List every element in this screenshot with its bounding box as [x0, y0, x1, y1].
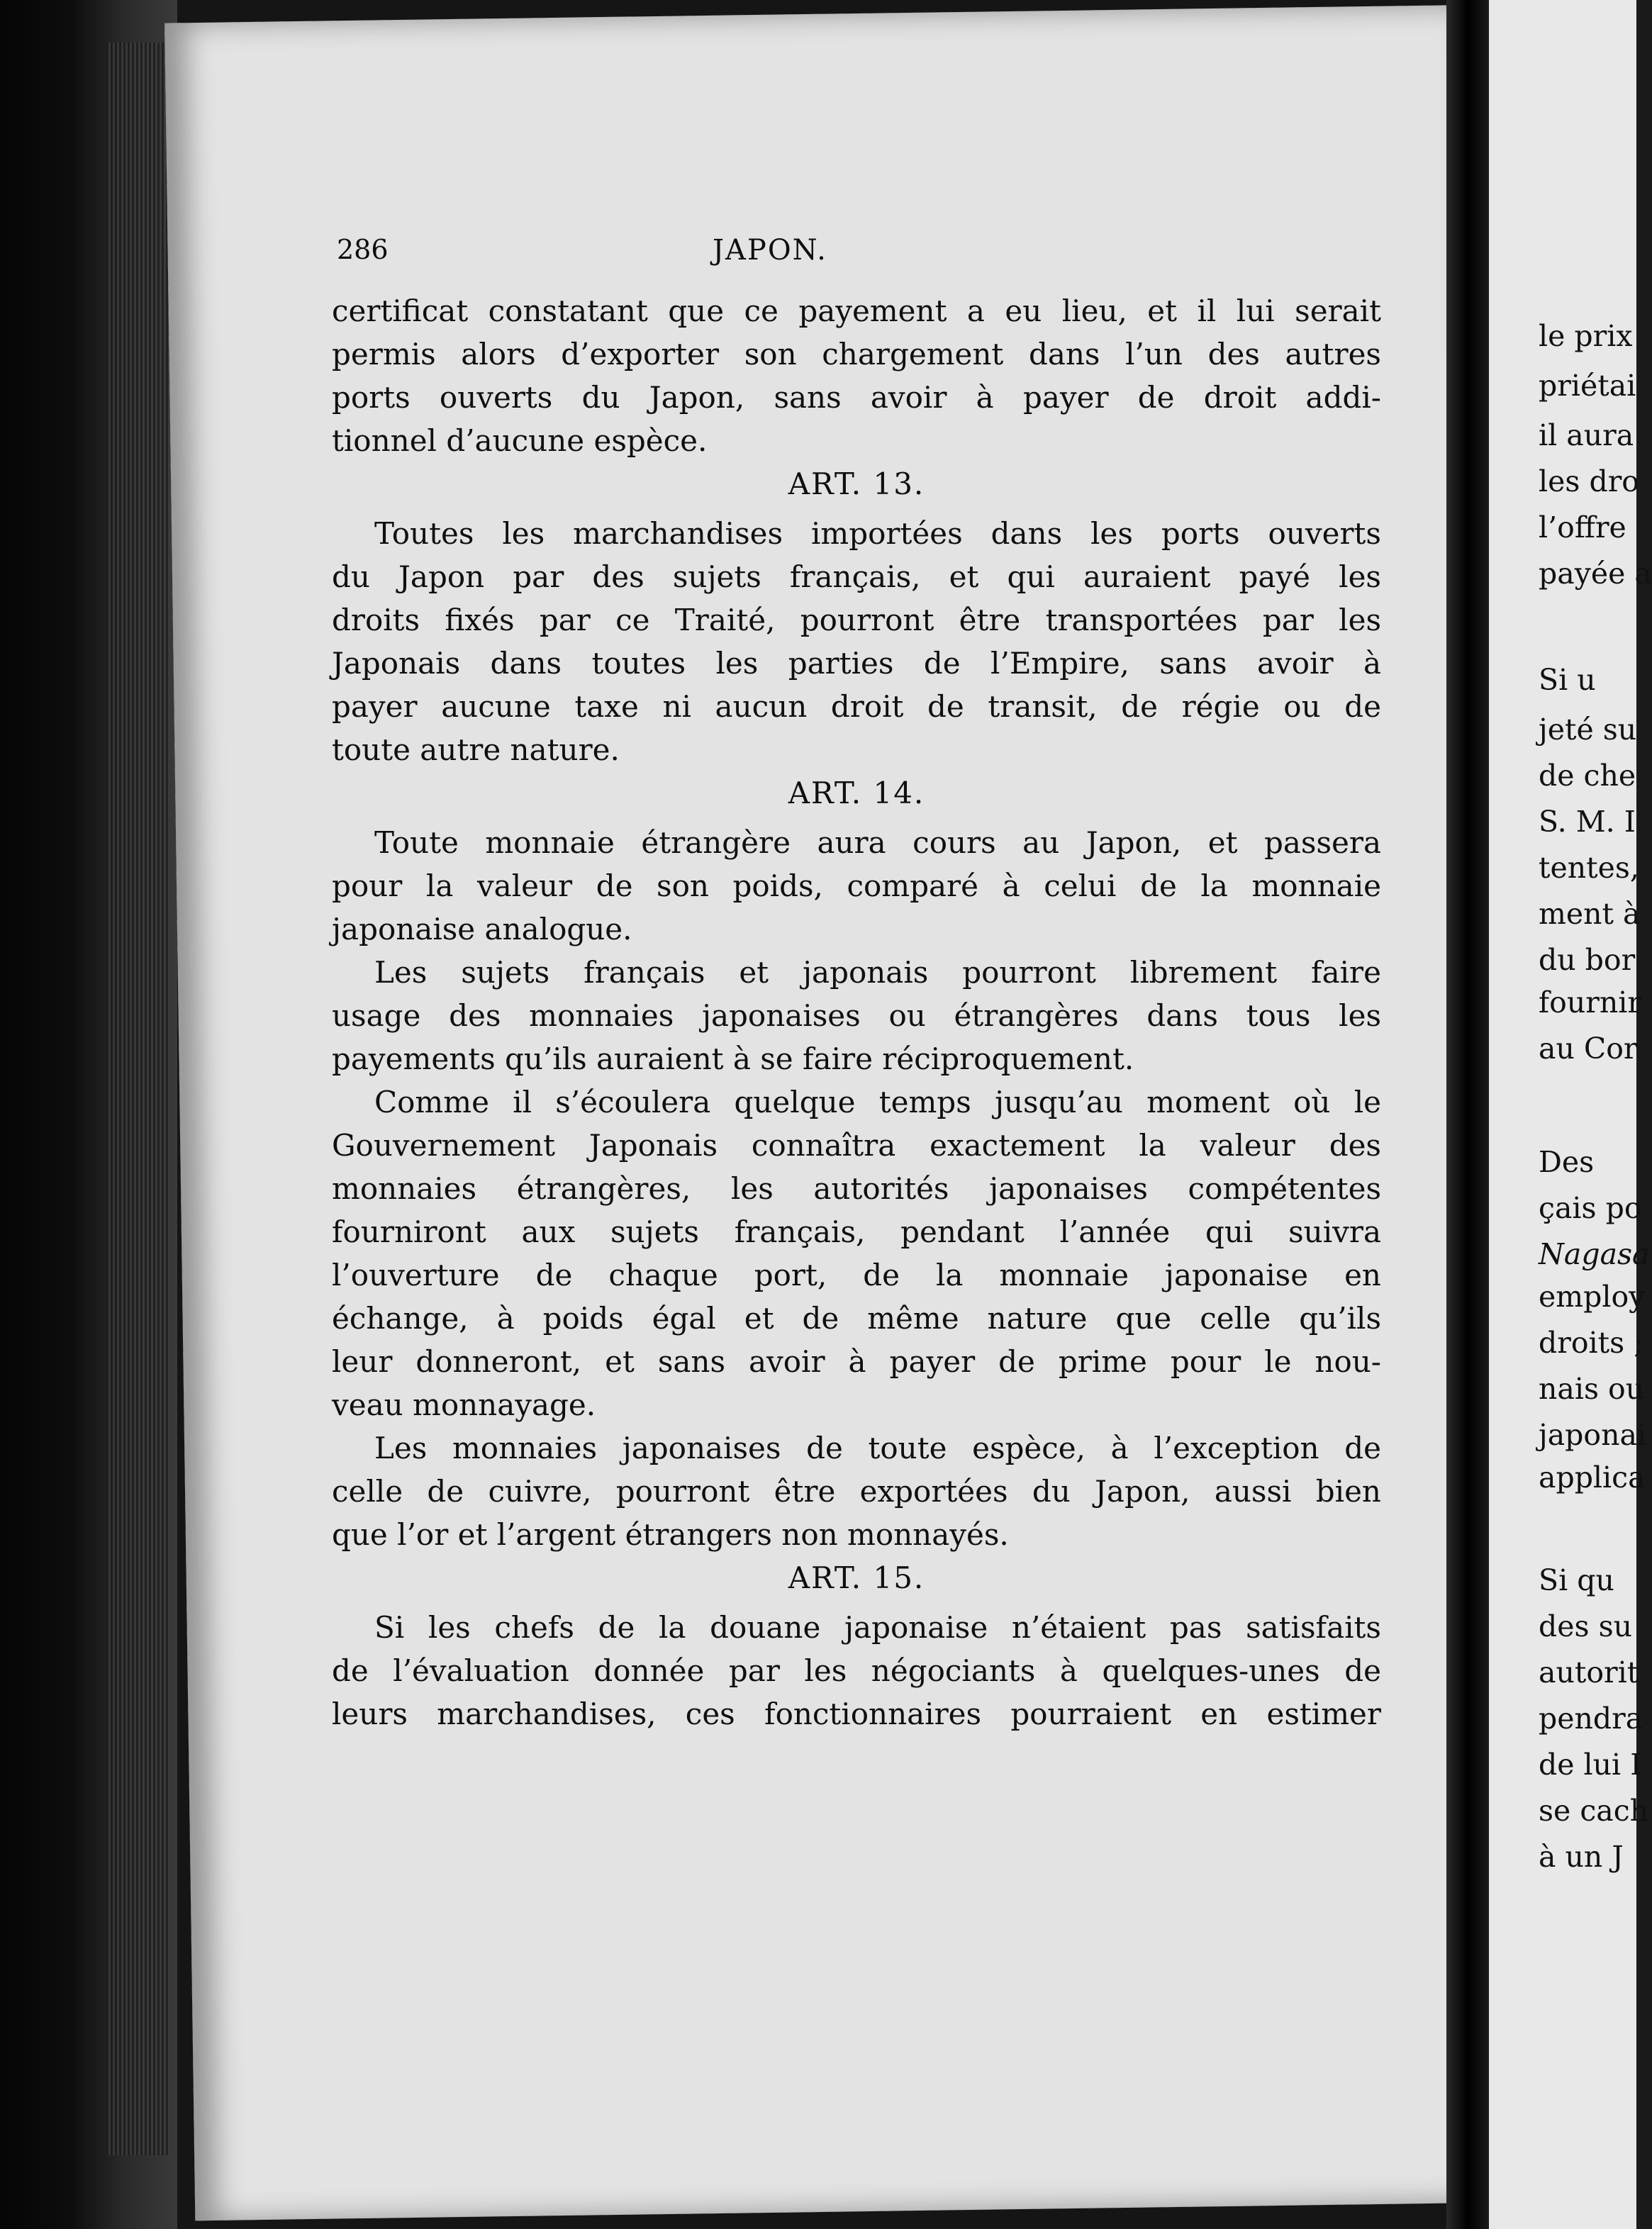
text-line: que l’or et l’argent étrangers non monnayés.: [332, 1517, 1009, 1552]
text-line: monnaies étrangères, les autorités japonaises compétentes: [332, 1171, 1381, 1206]
text-line: usage des monnaies japonaises ou étrangères dans tous les: [332, 998, 1381, 1033]
text-line: Si les chefs de la douane japonaise n’étaient pas satisfaits: [374, 1610, 1381, 1645]
page-edges: [106, 43, 170, 2155]
right-page-line: ment à: [1539, 897, 1641, 931]
text-line: Gouvernement Japonais connaîtra exactement la valeur des: [332, 1128, 1381, 1163]
right-page-line: japonai: [1539, 1418, 1647, 1452]
article-heading: ART. 14.: [788, 776, 925, 810]
text-line: fourniront aux sujets français, pendant l’année qui suivra: [332, 1214, 1381, 1249]
right-page-line: des su: [1539, 1609, 1633, 1643]
right-page-line: employ: [1539, 1280, 1646, 1314]
article-heading: ART. 15.: [788, 1560, 925, 1595]
text-line: leur donneront, et sans avoir à payer de prime pour le nou-: [332, 1344, 1381, 1379]
right-page-line: çais po: [1539, 1191, 1642, 1225]
right-page-line: il aura: [1539, 418, 1634, 452]
right-page-line: Si qu: [1539, 1563, 1614, 1597]
running-head: [337, 234, 1386, 276]
right-page-line: autorit: [1539, 1655, 1639, 1689]
right-page-line: le prix: [1539, 319, 1633, 353]
text-line: Japonais dans toutes les parties de l’Empire, sans avoir à: [332, 646, 1381, 681]
right-page-line: du bor: [1539, 943, 1636, 977]
right-page-line: de che: [1539, 759, 1636, 793]
right-page-line: priétai: [1539, 369, 1636, 403]
book-gutter: [1446, 0, 1489, 2229]
text-line: Comme il s’écoulera quelque temps jusqu’au moment où le: [374, 1085, 1381, 1119]
right-page-line: les dro: [1539, 464, 1639, 498]
right-page-line: droits ;: [1539, 1326, 1644, 1360]
right-page-line: fournir: [1539, 985, 1641, 1019]
text-line: Les sujets français et japonais pourront librement faire: [374, 955, 1381, 990]
right-page-line: jeté su: [1539, 713, 1637, 747]
page-number: 286: [337, 234, 389, 265]
right-page-line: applica: [1539, 1460, 1646, 1495]
text-line: du Japon par des sujets français, et qui auraient payé les: [332, 559, 1381, 594]
text-line: ports ouverts du Japon, sans avoir à payer de droit addi-: [332, 380, 1381, 415]
text-line: de l’évaluation donnée par les négociants à quelques-unes de: [332, 1653, 1381, 1688]
right-page-line: pendra: [1539, 1702, 1643, 1736]
text-line: payer aucune taxe ni aucun droit de transit, de régie ou de: [332, 689, 1381, 724]
text-line: échange, à poids égal et de même nature que celle qu’ils: [332, 1301, 1381, 1336]
right-page-line: tentes,: [1539, 851, 1639, 885]
text-line: Toutes les marchandises importées dans les ports ouverts: [374, 516, 1381, 551]
text-line: celle de cuivre, pourront être exportées du Japon, aussi bien: [332, 1474, 1381, 1509]
right-page-fragment: [1489, 0, 1652, 2229]
right-page-line: se cach: [1539, 1794, 1649, 1828]
right-page-line: de lui I: [1539, 1748, 1642, 1782]
article-heading: ART. 13.: [788, 467, 925, 501]
text-line: tionnel d’aucune espèce.: [332, 423, 708, 458]
text-line: veau monnayage.: [332, 1387, 596, 1422]
text-line: japonaise analogue.: [332, 912, 632, 946]
text-line: droits fixés par ce Traité, pourront être transportées par les: [332, 603, 1381, 637]
text-line: pour la valeur de son poids, comparé à celui de la monnaie: [332, 868, 1381, 903]
text-line: certificat constatant que ce payement a eu lieu, et il lui serait: [332, 294, 1381, 328]
right-page-line: Nagasa: [1539, 1237, 1650, 1271]
text-line: payements qu’ils auraient à se faire réciproquement.: [332, 1041, 1134, 1076]
page-title: JAPON.: [713, 234, 827, 267]
text-line: Les monnaies japonaises de toute espèce, à l’exception de: [374, 1431, 1381, 1465]
text-line: Toute monnaie étrangère aura cours au Japon, et passera: [374, 825, 1381, 860]
right-page-line: nais ou: [1539, 1372, 1645, 1406]
text-line: toute autre nature.: [332, 732, 620, 767]
right-page-line: au Cor: [1539, 1032, 1638, 1066]
text-line: permis alors d’exporter son chargement dans l’un des autres: [332, 337, 1381, 372]
right-page-line: payée a: [1539, 557, 1652, 591]
right-page-line: à un J: [1539, 1840, 1624, 1874]
text-line: leurs marchandises, ces fonctionnaires pourraient en estimer: [332, 1697, 1381, 1731]
right-page-line: l’offre: [1539, 510, 1626, 544]
right-page-line: Si u: [1539, 663, 1596, 697]
text-line: l’ouverture de chaque port, de la monnaie japonaise en: [332, 1258, 1381, 1292]
page-body-text: [332, 289, 1381, 1736]
right-page-line: Des: [1539, 1145, 1595, 1179]
right-page-line: S. M. I: [1539, 805, 1636, 839]
